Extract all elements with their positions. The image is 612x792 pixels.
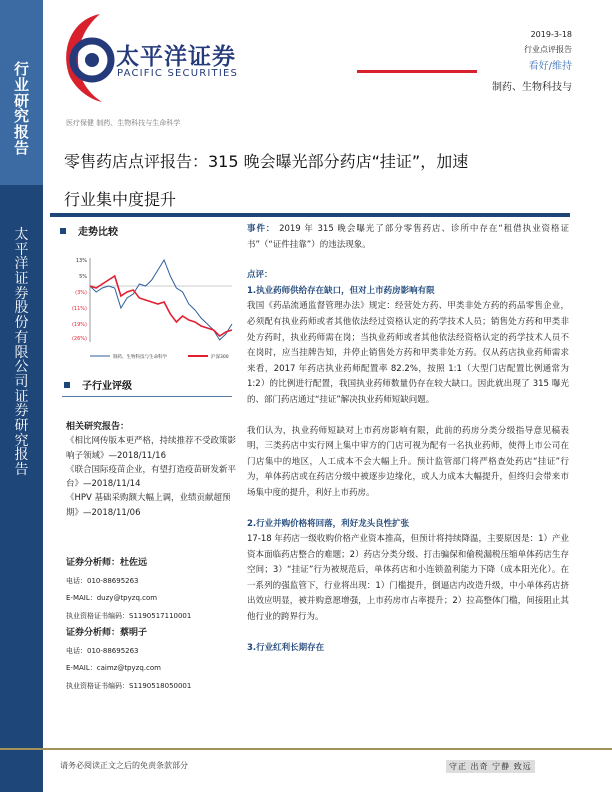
event-paragraph: 事件： 2019 年 315 晚会曝光了部分零售药店、诊所中存在“租借执业资格证书”（“证件挂靠”）的违法现象。 — [247, 224, 569, 250]
related-report-link[interactable]: 《相比网传版本更严格，持续推荐不受政策影响子领域》—2018/11/16 — [66, 436, 237, 461]
sidebar-top-label: 行 业 研 究 报 告 — [13, 60, 29, 157]
report-title: 零售药店点评报告：315 晚会曝光部分药店“挂证”，加速行业集中度提升 — [64, 152, 469, 209]
trend-chart — [60, 250, 235, 365]
y-tick-label: (11%) — [71, 306, 87, 312]
related-report-link[interactable]: 《HPV 基础采购额大幅上调，业绩贡献超预期》—2018/11/06 — [66, 493, 231, 518]
series-line-0 — [90, 260, 232, 340]
section-1-paragraph-2: 我们认为，执业药师短缺对上市药房影响有限，此前的药房分类分级指导意见稿表明，三类药店中实行网上集中审方的门店可视为配有一名执业药师，使得上市公司在门店集中的地区，人工成本不会大幅上升。预计监管部门将严格查处药店“挂证”行为，单体药店或在药店分级中被逐步边缘化，或人力成本大幅提升，但终归会带来市场集中度的提升，利好上市药房。 — [247, 425, 569, 498]
sector: 制药、生物科技与 — [492, 82, 572, 93]
analyst-heading: 证券分析师：杜佐远 — [66, 558, 148, 568]
rating-underline — [357, 70, 477, 73]
y-tick-label: (3%) — [75, 290, 87, 296]
sidebar-bottom-label: 太 平 洋 证 券 股 份 有 限 公 司 证 券 研 究 报 告 — [14, 227, 29, 478]
y-tick-label: 5% — [79, 274, 87, 280]
rating: 看好/维持 — [528, 61, 572, 72]
bullet-square-icon — [60, 228, 66, 234]
disclaimer: 请务必阅读正文之后的免责条款部分 — [60, 761, 188, 770]
section-1-title: 1.执业药师供给存在缺口，但对上市药房影响有限 — [247, 285, 435, 296]
report-date: 2019-3-18 — [530, 30, 572, 39]
brand-name-cn: 太平洋证券 — [116, 44, 236, 70]
sub-rating-heading: 子行业评级 — [64, 374, 132, 393]
analyst-cert: 执业资格证书编码：S1190518050001 — [66, 681, 192, 690]
category: 医疗保健 制药、生物科技与生命科学 — [66, 119, 181, 127]
motto: 守正 出奇 宁静 致远 — [446, 760, 535, 773]
header-band — [50, 213, 570, 217]
related-reports — [66, 420, 236, 520]
legend-label: 沪深300 — [211, 355, 229, 360]
section-1-paragraph-1: 我国《药品流通监督管理办法》规定：经营处方药、甲类非处方药的药品零售企业，必须配有执业药师或者其他依法经过资格认定的药学技术人员；销售处方药和甲类非处方药时，执业药师需在岗；当执业药师或者其他依法经资格认定的药学技术人员不在岗时，应当挂牌告知，并停止销售处方药和甲类非处方药。仅从药店执业药师需求来看，2017 年药店执业药师配置率 82.2%，按照 1:1（大型门店配置比例通常为 1:2）的比例进行配置，我国执业药师数量仍存在较大缺口。因此就出现了 315 曝光的、部门药店通过“挂证”解决执业药师短缺问题。 — [247, 301, 569, 405]
divider — [62, 396, 232, 397]
bullet-square-icon — [64, 382, 70, 388]
y-tick-label: 13% — [75, 258, 87, 264]
brand-name-en: PACIFIC SECURITIES — [117, 68, 239, 79]
analyst-heading: 证券分析师：蔡明子 — [66, 628, 148, 638]
analyst-cert: 执业资格证书编码：S1190517110001 — [66, 611, 192, 620]
section-3-title: 3.行业红利长期存在 — [247, 642, 325, 653]
main-content — [247, 222, 569, 656]
trend-heading: 走势比较 — [60, 220, 235, 239]
analyst-email[interactable]: E-MAIL：duzy@tpyzq.com — [66, 594, 158, 602]
section-2-title: 2.行业并购价格将回落，利好龙头良性扩张 — [247, 518, 410, 529]
analyst-phone: 电话：010-88695263 — [66, 576, 139, 585]
related-report-link[interactable]: 《联合国际疫苗企业，有望打造疫苗研发新平台》—2018/11/14 — [66, 464, 237, 490]
legend-label: 制药、生物科技与生命科学 — [113, 355, 167, 360]
y-tick-label: (26%) — [71, 336, 87, 342]
analyst-email[interactable]: E-MAIL：caimz@tpyzq.com — [66, 664, 161, 672]
report-type: 行业点评报告 — [524, 45, 572, 54]
analyst-phone: 电话：010-88695263 — [66, 646, 139, 655]
comment-label: 点评： — [247, 270, 273, 281]
footer-line — [0, 748, 612, 750]
pacific-securities-logo — [60, 12, 116, 102]
analysts — [66, 555, 236, 695]
section-2-paragraph-1: 17-18 年药店一级收购价格产业资本推高，但预计将持续降温，主要原因是：1）产业资本面临药店整合的难题；2）药店分类分级、打击骗保和偷税漏税压缩单体药店生存空间；3）“挂证”行为被规范后，单体药店和小连锁盈利能力下降（成本阳光化）。在一系列的强监管下，行业将出现：1）门槛提升，倒逼店内改造升级，中小单体药店挤出效应明显，被并购意愿增强，上市药房市占率提升；2）拉高整体门槛，间接阻止其他行业的跨界行为。 — [247, 534, 569, 623]
y-tick-label: (19%) — [71, 322, 87, 328]
related-heading: 相关研究报告： — [66, 422, 130, 432]
